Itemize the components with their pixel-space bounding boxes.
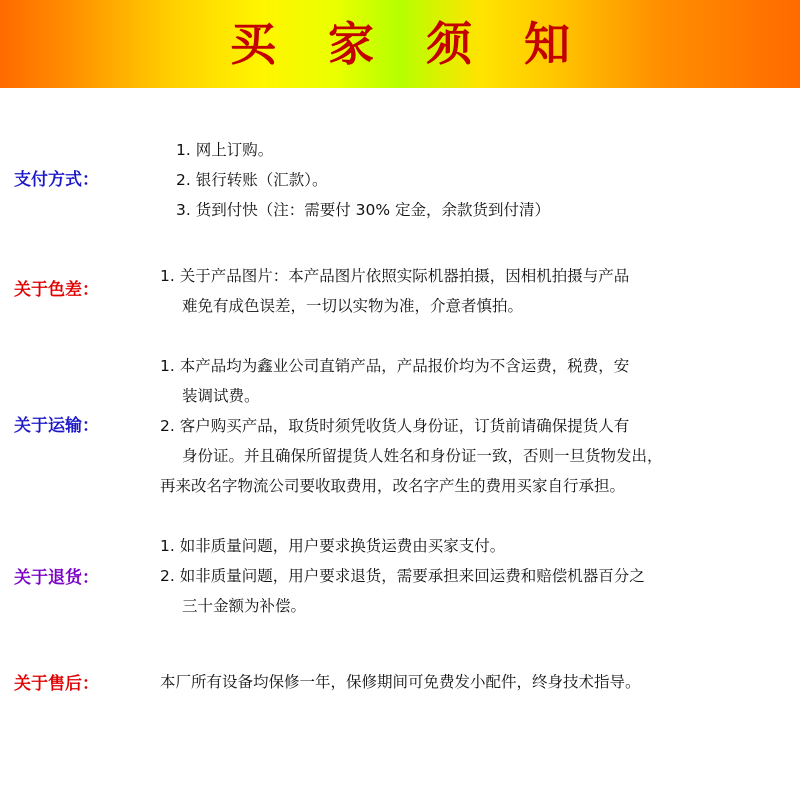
section-content-payment: [146, 135, 782, 225]
section-label-after-sales: 关于售后：: [14, 674, 99, 694]
payment-line-1: 1. 网上订购。: [176, 141, 274, 159]
section-label-payment: 支付方式：: [14, 170, 99, 190]
color-line-1: 1. 关于产品图片：本产品图片依照实际机器拍摄，因相机拍摄与产品: [160, 267, 630, 285]
section-content-after-sales: [146, 667, 782, 697]
returns-line-3: 三十金额为补偿。: [182, 597, 307, 615]
section-shipping: [0, 351, 800, 501]
section-content-color-difference: [146, 261, 782, 321]
section-content-shipping: [146, 351, 782, 501]
section-content-returns: [146, 531, 782, 621]
shipping-line-1: 1. 本产品均为鑫业公司直销产品，产品报价均为不含运费，税费，安: [160, 357, 630, 375]
section-label-returns: 关于退货：: [14, 568, 99, 588]
section-color-difference: [0, 261, 800, 321]
banner-header: [0, 0, 800, 88]
page-title: 买 家 须 知: [229, 17, 589, 71]
section-after-sales: [0, 667, 800, 699]
shipping-line-3: 2. 客户购买产品，取货时须凭收货人身份证，订货前请确保提货人有: [160, 417, 630, 435]
shipping-line-4: 身份证。并且确保所留提货人姓名和身份证一致，否则一旦货物发出，: [182, 447, 663, 465]
after-sales-line-1: 本厂所有设备均保修一年，保修期间可免费发小配件，终身技术指导。: [160, 673, 641, 691]
section-label-color-difference: 关于色差：: [14, 280, 99, 300]
section-label-shipping: 关于运输：: [14, 416, 99, 436]
returns-line-1: 1. 如非质量问题，用户要求换货运费由买家支付。: [160, 537, 506, 555]
notice-body: [0, 135, 800, 699]
payment-line-2: 2. 银行转账（汇款）。: [176, 171, 328, 189]
section-returns: [0, 531, 800, 621]
section-payment: [0, 135, 800, 225]
shipping-line-2: 装调试费。: [182, 387, 260, 405]
payment-line-3: 3. 货到付快（注：需要付 30% 定金，余款货到付清）: [176, 201, 551, 219]
color-line-2: 难免有成色误差，一切以实物为准，介意者慎拍。: [182, 297, 524, 315]
shipping-line-5: 再来改名字物流公司要收取费用，改名字产生的费用买家自行承担。: [160, 477, 626, 495]
returns-line-2: 2. 如非质量问题，用户要求退货，需要承担来回运费和赔偿机器百分之: [160, 567, 645, 585]
